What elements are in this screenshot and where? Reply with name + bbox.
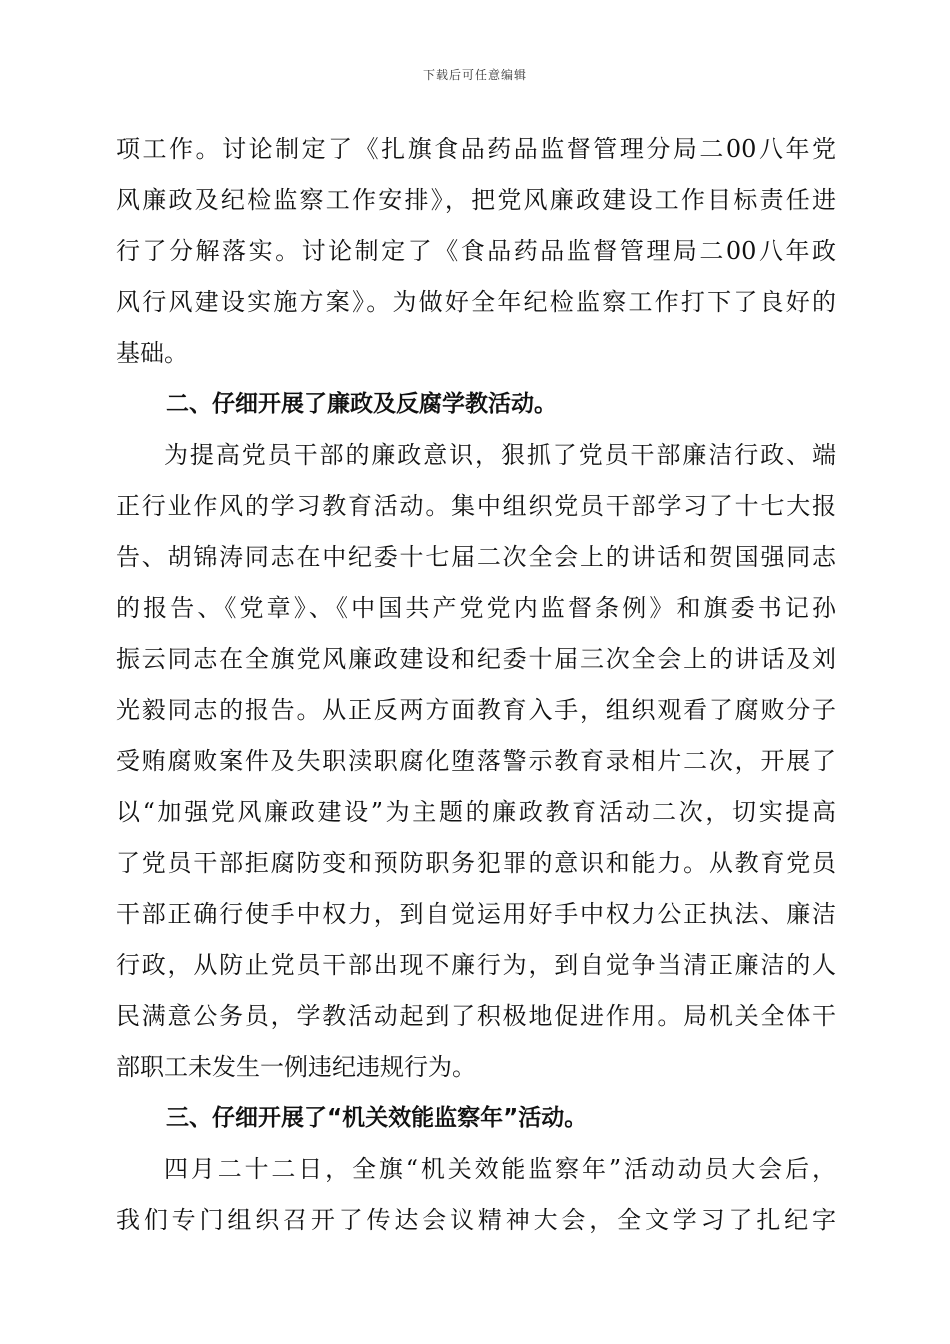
section-heading: 三、仔细开展了“机关效能监察年”活动。: [166, 1105, 588, 1131]
text-line: 以“加强党风廉政建设”为主题的廉政教育活动二次，切实提高: [116, 798, 836, 826]
text-line: 民满意公务员，学教活动起到了积极地促进作用。局机关全体干: [116, 1002, 836, 1030]
text-line: 行政，从防止党员干部出现不廉行为，到自觉争当清正廉洁的人: [116, 951, 836, 979]
text-line: 光毅同志的报告。从正反两方面教育入手，组织观看了腐败分子: [116, 696, 836, 724]
text-line: 部职工未发生一例违纪违规行为。: [116, 1053, 476, 1081]
document-body: [116, 124, 836, 1246]
text-line: 告、胡锦涛同志在中纪委十七届二次全会上的讲话和贺国强同志: [116, 543, 836, 571]
text-line: 的报告、《党章》、《中国共产党党内监督条例》和旗委书记孙: [116, 594, 836, 622]
text-line: 为提高党员干部的廉政意识，狠抓了党员干部廉洁行政、端: [164, 441, 836, 469]
text-line: 四月二十二日，全旗“机关效能监察年”活动动员大会后，: [164, 1155, 836, 1183]
text-line: 风廉政及纪检监察工作安排》，把党风廉政建设工作目标责任进: [116, 186, 836, 214]
text-line: 项工作。讨论制定了《扎旗食品药品监督管理分局二00八年党: [116, 135, 836, 163]
text-line: 了党员干部拒腐防变和预防职务犯罪的意识和能力。从教育党员: [116, 849, 836, 877]
paragraph: [116, 1144, 836, 1246]
text-line: 振云同志在全旗党风廉政建设和纪委十届三次全会上的讲话及刘: [116, 645, 836, 673]
text-line: 干部正确行使手中权力，到自觉运用好手中权力公正执法、廉洁: [116, 900, 836, 928]
paragraph: [116, 124, 836, 379]
section-heading: 二、仔细开展了廉政及反腐学教活动。: [166, 391, 557, 417]
text-line: 正行业作风的学习教育活动。集中组织党员干部学习了十七大报: [116, 492, 836, 520]
text-line: 风行风建设实施方案》。为做好全年纪检监察工作打下了良好的: [116, 288, 836, 316]
page-header: 下载后可任意编辑: [422, 68, 527, 82]
text-line: 受贿腐败案件及失职渎职腐化堕落警示教育录相片二次，开展了: [116, 747, 836, 775]
text-line: 我们专门组织召开了传达会议精神大会，全文学习了扎纪字: [116, 1206, 836, 1234]
text-line: 基础。: [116, 339, 188, 367]
text-line: 行了分解落实。讨论制定了《食品药品监督管理局二00八年政: [116, 237, 836, 265]
paragraph: [116, 430, 836, 1093]
